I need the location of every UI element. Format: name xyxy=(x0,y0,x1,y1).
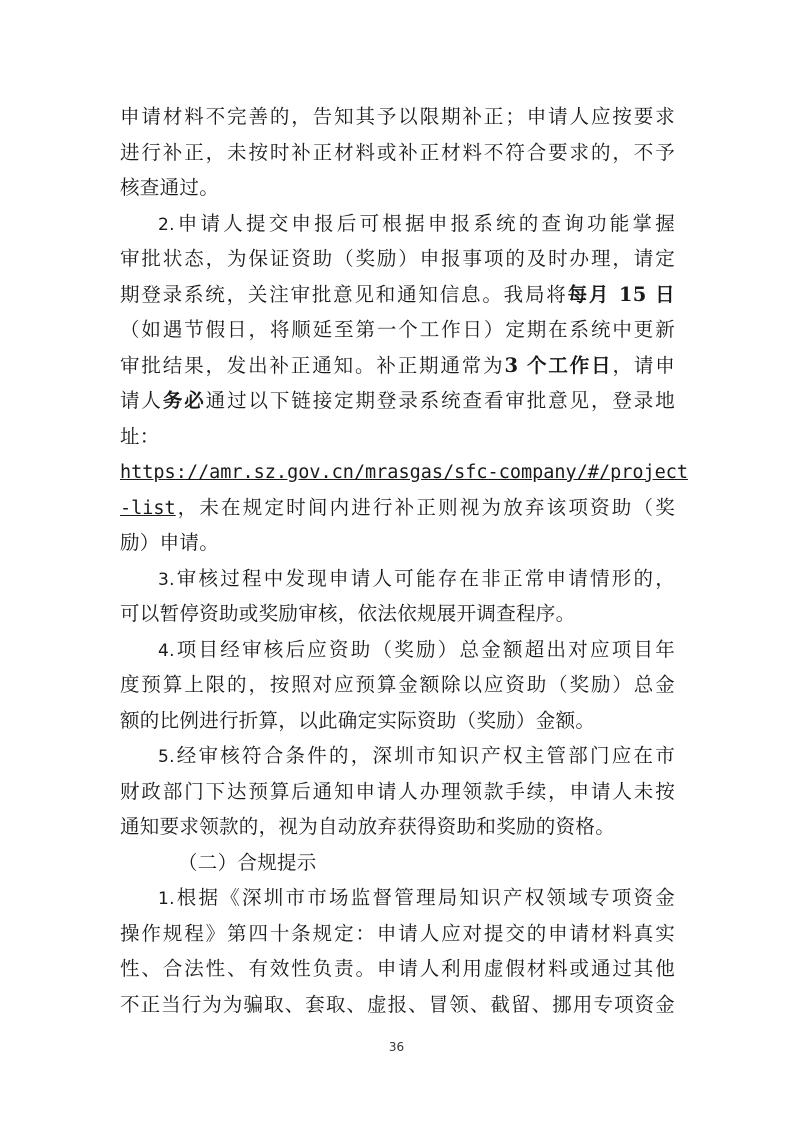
login-link-tail[interactable]: -list xyxy=(120,498,176,519)
correction-period-emphasis: 3 个工作日 xyxy=(504,354,613,377)
section-heading: （二）合规提示 xyxy=(178,851,317,874)
text-line: 操作规程》第四十条规定：申请人应对提交的申请材料真实 xyxy=(120,922,675,945)
text-line: 励）申请。 xyxy=(120,531,220,554)
text-line: 审批结果，发出补正通知。补正期通常为3 个工作日，请申 xyxy=(120,354,675,377)
text-line: 不正当行为为骗取、套取、虚报、冒领、截留、挪用专项资金 xyxy=(120,993,675,1016)
text-line: 进行补正，未按时补正材料或补正材料不符合要求的，不予 xyxy=(120,141,675,164)
list-item-2: 2.申请人提交申报后可根据申报系统的查询功能掌握 xyxy=(158,212,675,235)
text-line: 度预算上限的，按照对应预算金额除以应资助（奖励）总金 xyxy=(120,673,675,696)
text-line: 通知要求领款的，视为自动放弃获得资助和奖励的资格。 xyxy=(120,815,616,838)
list-item-4: 4.项目经审核后应资助（奖励）总金额超出对应项目年 xyxy=(158,638,675,661)
text-line: 可以暂停资助或奖励审核，依法依规展开调查程序。 xyxy=(120,602,576,625)
text-line: 核查通过。 xyxy=(120,176,220,199)
login-link-line[interactable] xyxy=(120,454,689,490)
text-line: 请人务必通过以下链接定期登录系统查看审批意见，登录地 xyxy=(120,389,676,412)
compliance-item-1: 1.根据《深圳市市场监督管理局知识产权领域专项资金 xyxy=(158,886,675,909)
text-line: 审批状态，为保证资助（奖励）申报事项的及时办理，请定 xyxy=(120,247,675,270)
text-line: 址： xyxy=(120,425,160,448)
text-line: 期登录系统，关注审批意见和通知信息。我局将每月 15 日 xyxy=(120,283,675,306)
page-number: 36 xyxy=(388,1040,405,1054)
text-line: 额的比例进行折算，以此确定实际资助（奖励）金额。 xyxy=(120,709,596,732)
list-item-3: 3.审核过程中发现申请人可能存在非正常申请情形的， xyxy=(158,567,675,590)
deadline-emphasis: 每月 15 日 xyxy=(567,283,675,306)
text-line: （如遇节假日，将顺延至第一个工作日）定期在系统中更新 xyxy=(120,318,675,341)
login-link[interactable]: https://amr.sz.gov.cn/mrasgas/sfc-company/#/project xyxy=(120,462,689,483)
text-line: 财政部门下达预算后通知申请人办理领款手续，申请人未按 xyxy=(120,780,675,803)
list-item-5: 5.经审核符合条件的，深圳市知识产权主管部门应在市 xyxy=(158,744,675,767)
text-line: 性、合法性、有效性负责。申请人利用虚假材料或通过其他 xyxy=(120,957,675,980)
must-emphasis: 务必 xyxy=(162,389,206,412)
text-line: 申请材料不完善的，告知其予以限期补正；申请人应按要求 xyxy=(120,105,675,128)
text-line: -list，未在规定时间内进行补正则视为放弃该项资助（奖 xyxy=(120,496,675,519)
